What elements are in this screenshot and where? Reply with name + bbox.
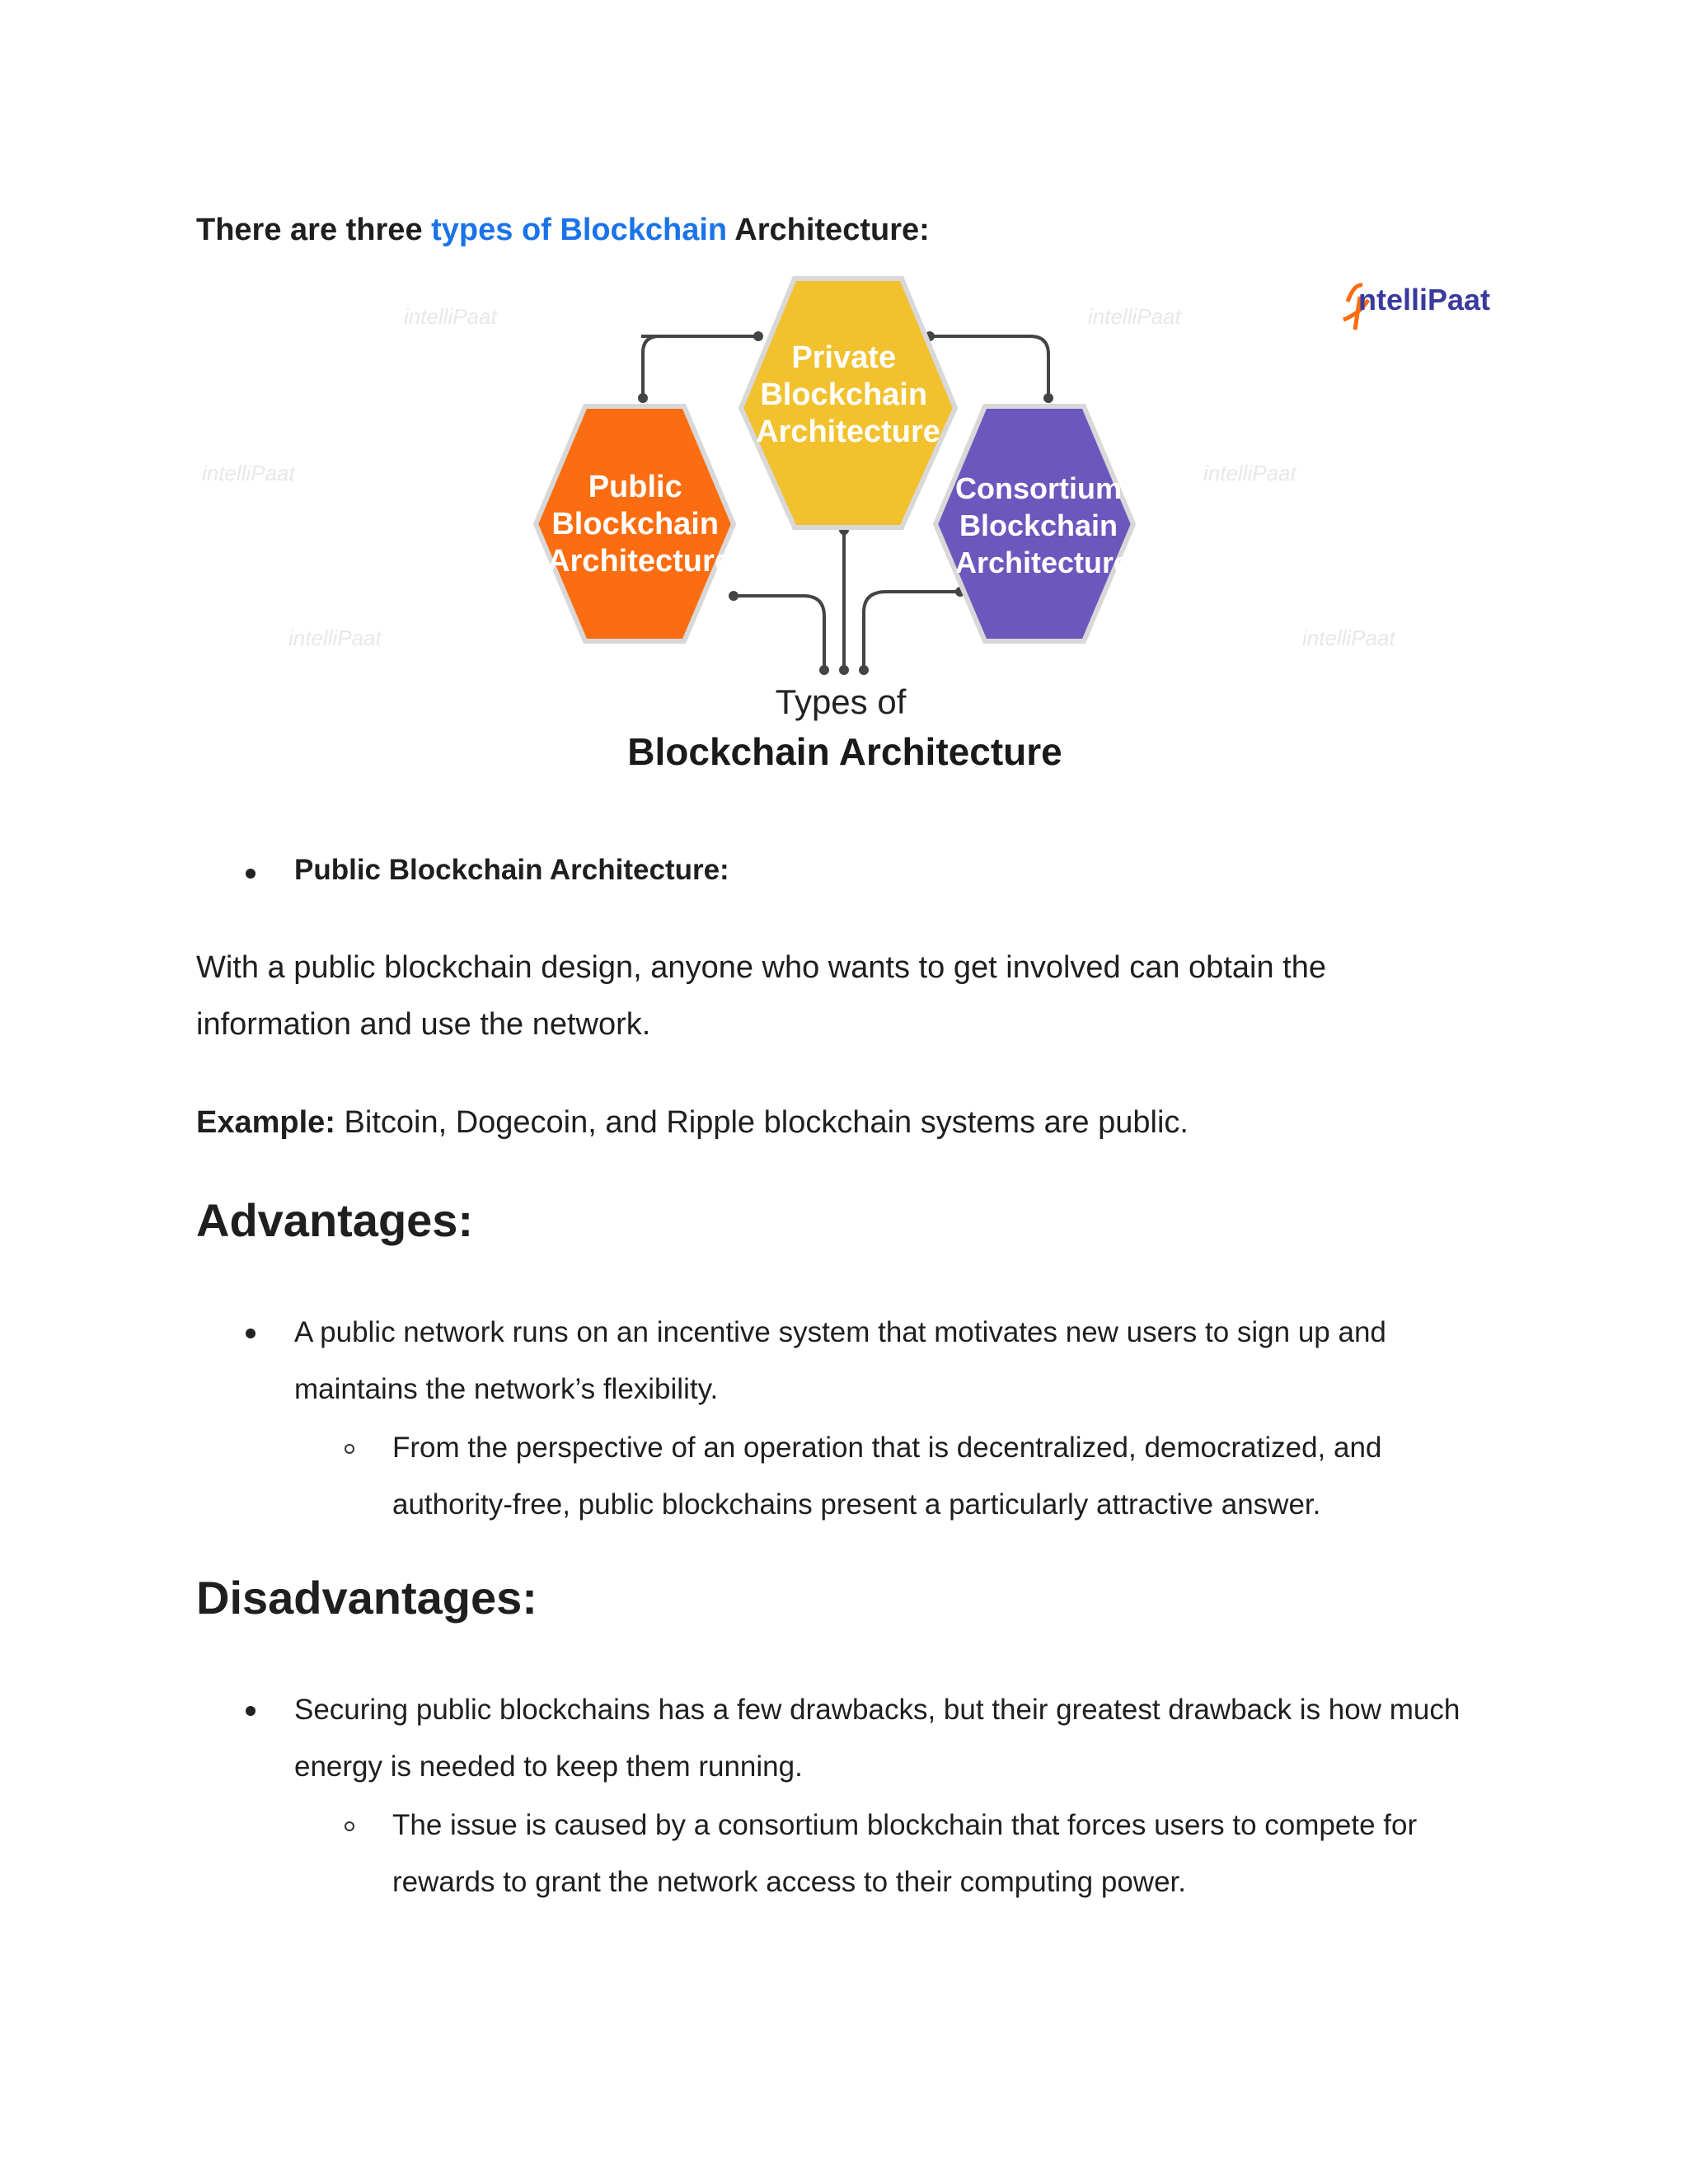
hex-private-line1: Private bbox=[791, 340, 897, 375]
hex-public-line2: Blockchain bbox=[551, 507, 720, 541]
hex-public-line1: Public bbox=[588, 470, 682, 504]
example-label: Example: bbox=[196, 1105, 335, 1140]
disadvantages-subitem: The issue is caused by a consortium blockchain that forces users to compete for rewards to grant the network access to their computing power. bbox=[392, 1809, 1418, 1898]
advantages-subitem: From the perspective of an operation that is decentralized, democratized, and authority-free, public blockchains present a particularly attractive answer. bbox=[392, 1432, 1382, 1521]
hex-public-line3: Architecture bbox=[547, 544, 732, 579]
intro-text-before: There are three bbox=[196, 213, 432, 247]
advantages-item: A public network runs on an incentive system that motivates new users to sign up and maintains the network’s flexibility. bbox=[294, 1316, 1386, 1405]
bullet-dot bbox=[246, 869, 256, 879]
hex-consortium-line1: Consortium bbox=[954, 471, 1122, 505]
svg-text:Consortium Blockchain bbox=[955, 471, 1130, 579]
svg-text:intelliPaat: intelliPaat bbox=[202, 461, 295, 485]
hex-private-line3: Architecture bbox=[756, 415, 940, 449]
example-text: Bitcoin, Dogecoin, and Ripple blockchain systems are public. bbox=[335, 1105, 1189, 1140]
figure-caption-line2: Blockchain Architecture bbox=[627, 730, 1062, 773]
hex-consortium-line3: Architecture bbox=[954, 546, 1131, 579]
sub-bullet-circle bbox=[345, 1821, 354, 1831]
svg-text:intelliPaat: intelliPaat bbox=[288, 626, 382, 650]
public-description: With a public blockchain design, anyone who wants to get involved can obtain the information and use the network. bbox=[196, 950, 1326, 1042]
bullet-dot bbox=[246, 1706, 256, 1716]
hex-private bbox=[741, 279, 955, 527]
intro-text-after: Architecture: bbox=[727, 213, 930, 247]
svg-text:intelliPaat: intelliPaat bbox=[404, 304, 497, 329]
example-line bbox=[196, 1094, 1482, 1151]
intellipaat-logo bbox=[1343, 283, 1490, 330]
advantages-heading: Advantages: bbox=[196, 1194, 474, 1246]
sub-bullet-circle bbox=[345, 1444, 354, 1454]
svg-text:intelliPaat: intelliPaat bbox=[1302, 626, 1395, 650]
disadvantages-item: Securing public blockchains has a few drawbacks, but their greatest drawback is how much energy is needed to keep them running. bbox=[294, 1694, 1461, 1783]
hex-consortium-line2: Blockchain bbox=[959, 509, 1118, 542]
svg-text:intelliPaat: intelliPaat bbox=[1088, 304, 1181, 329]
types-of-blockchain-link[interactable]: types of Blockchain bbox=[431, 213, 728, 247]
hex-private-line2: Blockchain bbox=[760, 377, 928, 412]
intro-heading bbox=[196, 213, 930, 248]
blockchain-types-figure bbox=[190, 262, 1508, 806]
public-blockchain-bullet-text: Public Blockchain Architecture: bbox=[294, 854, 729, 886]
disadvantages-heading: Disadvantages: bbox=[196, 1572, 537, 1624]
public-blockchain-bullet bbox=[294, 854, 729, 887]
figure-caption-line1: Types of bbox=[775, 682, 907, 721]
hex-public bbox=[536, 406, 734, 641]
logo-text: ntelliPaat bbox=[1358, 283, 1491, 316]
bullet-dot bbox=[246, 1329, 256, 1338]
svg-text:intelliPaat: intelliPaat bbox=[1203, 461, 1296, 485]
hex-consortium bbox=[935, 406, 1133, 641]
